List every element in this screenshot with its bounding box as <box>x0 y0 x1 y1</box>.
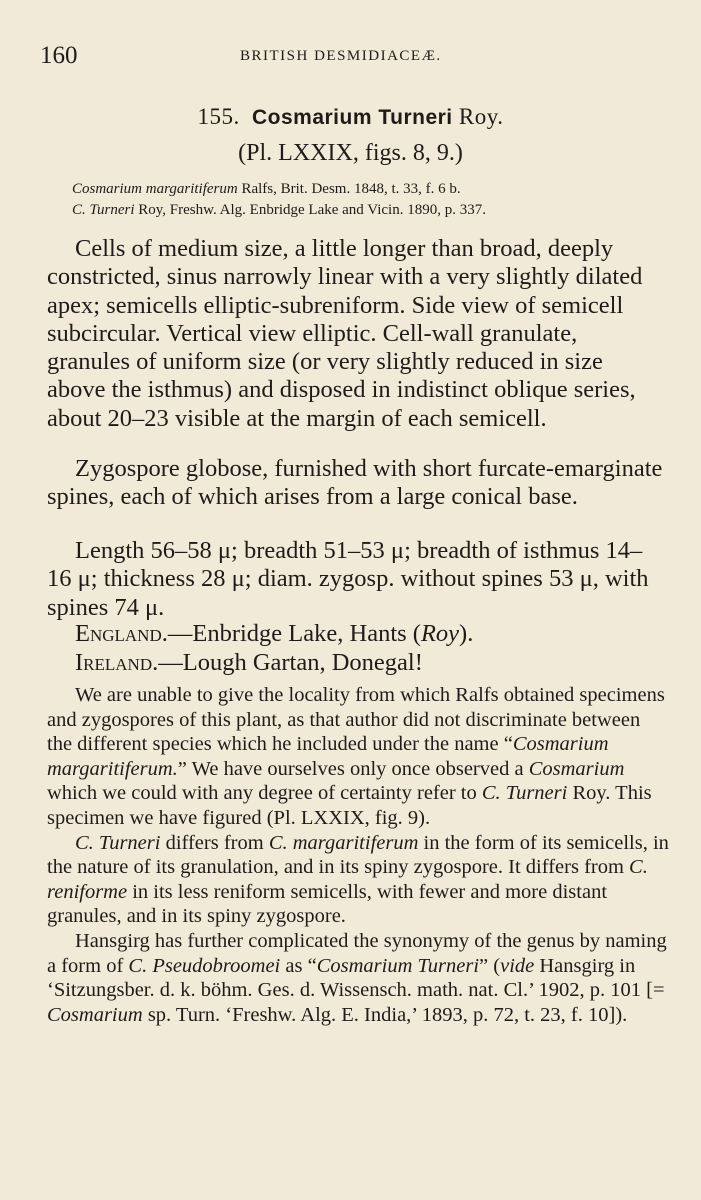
synonym-ref: Roy, Freshw. Alg. Enbridge Lake and Vicin. 1890, p. 337. <box>138 202 486 218</box>
note-taxon: C. Pseudobroomei <box>128 954 281 977</box>
note-text: Hansgirg in ‘Sitzungsber. d. k. böhm. Ges. d. Wissensch. math. nat. Cl.’ 1902, p. 101 [= <box>47 954 665 1002</box>
region-name: Ireland. <box>75 649 159 676</box>
note-paragraph <box>47 831 669 929</box>
note-text: in its less reniform semicells, with fewer and more distant granules, and in its spiny zygospore. <box>47 880 608 928</box>
synonym-name: Cosmarium margaritiferum <box>72 181 238 197</box>
locality-england <box>47 620 665 648</box>
synonym-ref: Ralfs, Brit. Desm. 1848, t. 33, f. 6 b. <box>241 181 461 197</box>
note-text: ” We have ourselves only once observed a <box>177 757 529 780</box>
running-title: BRITISH DESMIDIACEÆ. <box>240 48 442 64</box>
description-measurements: Length 56–58 μ; breadth 51–53 μ; breadth of isthmus 14–16 μ; thickness 28 μ; diam. zygosp. without spines 53 μ, with spines 74 μ. <box>47 537 649 621</box>
synonym-name: C. Turneri <box>72 202 135 218</box>
note-taxon: Cosmarium <box>47 1003 143 1026</box>
species-heading <box>0 104 701 130</box>
note-text: as “ <box>280 954 317 977</box>
note-text: We are unable to give the locality from which Ralfs obtained specimens and zygospores of this plant, as that author did not discriminate between the different species which he included under the name “ <box>47 684 665 756</box>
description-zygospore: Zygospore globose, furnished with short furcate-emarginate spines, each of which arises from a large conical base. <box>47 455 663 511</box>
note-taxon: vide <box>500 954 535 977</box>
plate-reference: (Pl. LXXIX, figs. 8, 9.) <box>238 140 463 166</box>
note-paragraph <box>47 929 669 1027</box>
note-taxon: Cosmarium <box>528 757 625 780</box>
note-text: ” ( <box>479 954 501 977</box>
locality-ireland <box>47 649 665 677</box>
locality-text: —Enbridge Lake, Hants ( <box>167 620 421 647</box>
page-number: 160 <box>40 42 78 69</box>
note-taxon: C. reniforme <box>47 856 648 903</box>
notes-section <box>47 683 669 1027</box>
synonym-line <box>72 181 461 198</box>
species-number: 155. <box>197 104 240 129</box>
species-author: Roy. <box>458 104 504 129</box>
note-text: in the form of its semicells, in the nature of its granulation, and in its spiny zygospore. It differs from <box>47 831 669 879</box>
description-cells: Cells of medium size, a little longer than broad, deeply constricted, sinus narrowly linear with a very slightly dilated apex; semicells elliptic-subreniform. Side view of semicell subcircular. Vertical view elliptic. Cell-wall granulate, granules of uniform size (or very slightly reduced in size above the isthmus) and disposed in indistinct oblique series, about 20–23 visible at the margin of each semicell. <box>47 235 643 432</box>
region-name: England. <box>75 620 168 647</box>
species-name: Cosmarium Turneri <box>251 106 453 129</box>
synonym-line <box>72 202 486 219</box>
locality-end: ). <box>459 620 474 647</box>
note-text: differs from <box>160 831 269 854</box>
locality-authority: Roy <box>420 620 460 647</box>
note-text: Roy. This specimen we have figured (Pl. LXXIX, fig. 9). <box>47 782 652 829</box>
note-taxon: C. Turneri <box>75 831 161 854</box>
note-text: Hansgirg has further complicated the synonymy of the genus by naming a form of <box>47 929 667 977</box>
note-taxon: Cosmarium margaritiferum. <box>47 733 609 780</box>
note-text: sp. Turn. ‘Freshw. Alg. E. India,’ 1893, p. 72, t. 23, f. 10]). <box>142 1003 628 1026</box>
note-taxon: Cosmarium Turneri <box>316 954 480 977</box>
page-header <box>40 42 680 72</box>
note-taxon: C. Turneri <box>481 782 568 805</box>
note-taxon: C. margaritiferum <box>268 831 419 854</box>
note-text: which we could with any degree of certainty refer to <box>47 782 482 805</box>
note-paragraph <box>47 683 669 831</box>
locality-text: —Lough Gartan, Donegal! <box>158 649 423 676</box>
